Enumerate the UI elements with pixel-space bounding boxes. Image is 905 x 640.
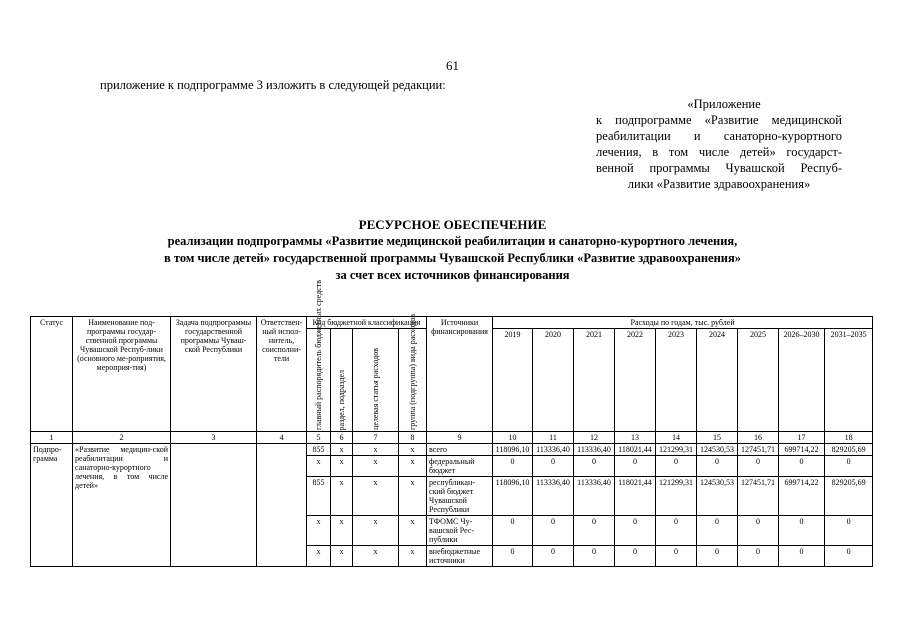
column-number: 17: [779, 432, 825, 444]
value-cell: 118096,10: [493, 477, 533, 516]
value-cell: 0: [615, 516, 656, 546]
value-cell: 118021,44: [615, 444, 656, 456]
header-sources: Источники финансирования: [427, 317, 493, 432]
value-cell: 0: [493, 456, 533, 477]
header-status: Статус: [31, 317, 73, 432]
appendix-line: к подпрограмме «Развитие медицинской: [596, 113, 842, 127]
value-cell: 0: [779, 456, 825, 477]
value-cell: 0: [779, 516, 825, 546]
value-cell: 829205,69: [825, 444, 873, 456]
value-cell: 0: [656, 456, 697, 477]
value-cell: 0: [738, 546, 779, 567]
value-cell: 699714,22: [779, 477, 825, 516]
header-code-gr: главный распорядитель бюджетных средств: [307, 329, 331, 432]
resource-table: [30, 280, 873, 567]
value-cell: 0: [533, 456, 574, 477]
responsible-cell: [257, 444, 307, 567]
column-number: 12: [574, 432, 615, 444]
column-number: 14: [656, 432, 697, 444]
header-responsible: Ответствен-ный испол-нитель, соисполни-тели: [257, 317, 307, 432]
source-cell: республикан-ский бюджет Чувашской Республики: [427, 477, 493, 516]
code-cell: x: [331, 516, 353, 546]
column-number: 9: [427, 432, 493, 444]
value-cell: 0: [533, 546, 574, 567]
value-cell: 0: [825, 456, 873, 477]
value-cell: 0: [574, 456, 615, 477]
column-number: 10: [493, 432, 533, 444]
value-cell: 0: [493, 546, 533, 567]
intro-text: приложение к подпрограмме 3 изложить в следующей редакции:: [100, 78, 446, 92]
value-cell: 0: [574, 546, 615, 567]
status-cell: Подпро-грамма: [31, 444, 73, 567]
task-cell: [171, 444, 257, 567]
heading-line: реализации подпрограммы «Развитие медицинской реабилитации и санаторно-курортного лечения,: [167, 234, 738, 248]
value-cell: 113336,40: [574, 477, 615, 516]
code-cell: x: [331, 444, 353, 456]
header-budget-codes: Код бюджетной классификации: [307, 317, 427, 329]
code-cell: x: [353, 444, 399, 456]
column-number: 1: [31, 432, 73, 444]
column-number: 18: [825, 432, 873, 444]
heading-title: РЕСУРСНОЕ ОБЕСПЕЧЕНИЕ: [358, 217, 547, 232]
column-number: 8: [399, 432, 427, 444]
value-cell: 0: [656, 516, 697, 546]
value-cell: 118021,44: [615, 477, 656, 516]
value-cell: 113336,40: [574, 444, 615, 456]
code-cell: x: [353, 456, 399, 477]
code-cell: x: [353, 477, 399, 516]
column-number: 13: [615, 432, 656, 444]
appendix-line: реабилитации и санаторно-курортного: [596, 129, 842, 143]
header-name: Наименование под-программы государ-ственной программы Чувашской Респуб-лики (основного ме-роприятия, мероприя-тия): [73, 317, 171, 432]
value-cell: 121299,31: [656, 444, 697, 456]
value-cell: 0: [779, 546, 825, 567]
code-cell: x: [353, 516, 399, 546]
column-number: 4: [257, 432, 307, 444]
value-cell: 0: [825, 546, 873, 567]
header-year: 2019: [493, 329, 533, 432]
value-cell: 113336,40: [533, 477, 574, 516]
value-cell: 0: [574, 516, 615, 546]
value-cell: 124530,53: [697, 444, 738, 456]
value-cell: 699714,22: [779, 444, 825, 456]
value-cell: 0: [615, 456, 656, 477]
heading-line: в том числе детей» государственной программы Чувашской Республики «Развитие здравоохранения»: [163, 251, 742, 265]
value-cell: 0: [825, 516, 873, 546]
source-cell: всего: [427, 444, 493, 456]
value-cell: 0: [697, 516, 738, 546]
code-cell: x: [399, 456, 427, 477]
subprogram-name-cell: «Развитие медицин-ской реабилитации и санаторно-курортного лечения, в том числе детей»: [73, 444, 171, 567]
value-cell: 118096,10: [493, 444, 533, 456]
header-year: 2025: [738, 329, 779, 432]
header-year: 2024: [697, 329, 738, 432]
column-number: 3: [171, 432, 257, 444]
value-cell: 121299,31: [656, 477, 697, 516]
column-number: 15: [697, 432, 738, 444]
code-cell: x: [331, 546, 353, 567]
code-cell: x: [399, 477, 427, 516]
appendix-line: «Приложение: [687, 97, 761, 111]
value-cell: 0: [738, 456, 779, 477]
header-year: 2020: [533, 329, 574, 432]
column-number-row: [31, 432, 873, 444]
column-number: 5: [307, 432, 331, 444]
value-cell: 0: [738, 516, 779, 546]
column-number: 2: [73, 432, 171, 444]
appendix-line: венной программы Чувашской Респуб-: [596, 161, 842, 175]
code-cell: x: [399, 444, 427, 456]
code-cell: x: [399, 546, 427, 567]
code-cell: x: [331, 456, 353, 477]
column-number: 11: [533, 432, 574, 444]
code-cell: 855: [307, 444, 331, 456]
header-code-article: целевая статья расходов: [353, 329, 399, 432]
header-year: 2022: [615, 329, 656, 432]
source-cell: внебюджетные источники: [427, 546, 493, 567]
value-cell: 127451,71: [738, 477, 779, 516]
header-code-section: раздел, подраздел: [331, 329, 353, 432]
header-year: 2021: [574, 329, 615, 432]
code-cell: x: [307, 516, 331, 546]
header-expenses: Расходы по годам, тыс. рублей: [493, 317, 873, 329]
code-cell: x: [331, 477, 353, 516]
value-cell: 0: [697, 546, 738, 567]
document-heading: [60, 216, 845, 284]
value-cell: 113336,40: [533, 444, 574, 456]
appendix-line: лечения, в том числе детей» государст-: [596, 145, 842, 159]
header-code-group: группа (подгруппа) вида расходов: [399, 329, 427, 432]
value-cell: 829205,69: [825, 477, 873, 516]
value-cell: 0: [697, 456, 738, 477]
code-cell: x: [399, 516, 427, 546]
column-number: 16: [738, 432, 779, 444]
appendix-note: [596, 96, 842, 192]
column-number: 6: [331, 432, 353, 444]
heading-line: за счет всех источников финансирования: [335, 268, 570, 282]
code-cell: x: [307, 546, 331, 567]
code-cell: 855: [307, 477, 331, 516]
code-cell: x: [353, 546, 399, 567]
header-year: 2023: [656, 329, 697, 432]
source-cell: федеральный бюджет: [427, 456, 493, 477]
value-cell: 0: [533, 516, 574, 546]
value-cell: 0: [656, 546, 697, 567]
header-year: 2026–2030: [779, 329, 825, 432]
page-number: 61: [446, 58, 459, 73]
value-cell: 0: [615, 546, 656, 567]
code-cell: x: [307, 456, 331, 477]
column-number: 7: [353, 432, 399, 444]
value-cell: 127451,71: [738, 444, 779, 456]
value-cell: 124530,53: [697, 477, 738, 516]
table-row: [31, 444, 873, 456]
appendix-line: лики «Развитие здравоохранения»: [627, 177, 811, 191]
header-task: Задача подпрограммы государственной программы Чуваш-ской Республики: [171, 317, 257, 432]
value-cell: 0: [493, 516, 533, 546]
header-year: 2031–2035: [825, 329, 873, 432]
source-cell: ТФОМС Чу-вашской Рес-публики: [427, 516, 493, 546]
